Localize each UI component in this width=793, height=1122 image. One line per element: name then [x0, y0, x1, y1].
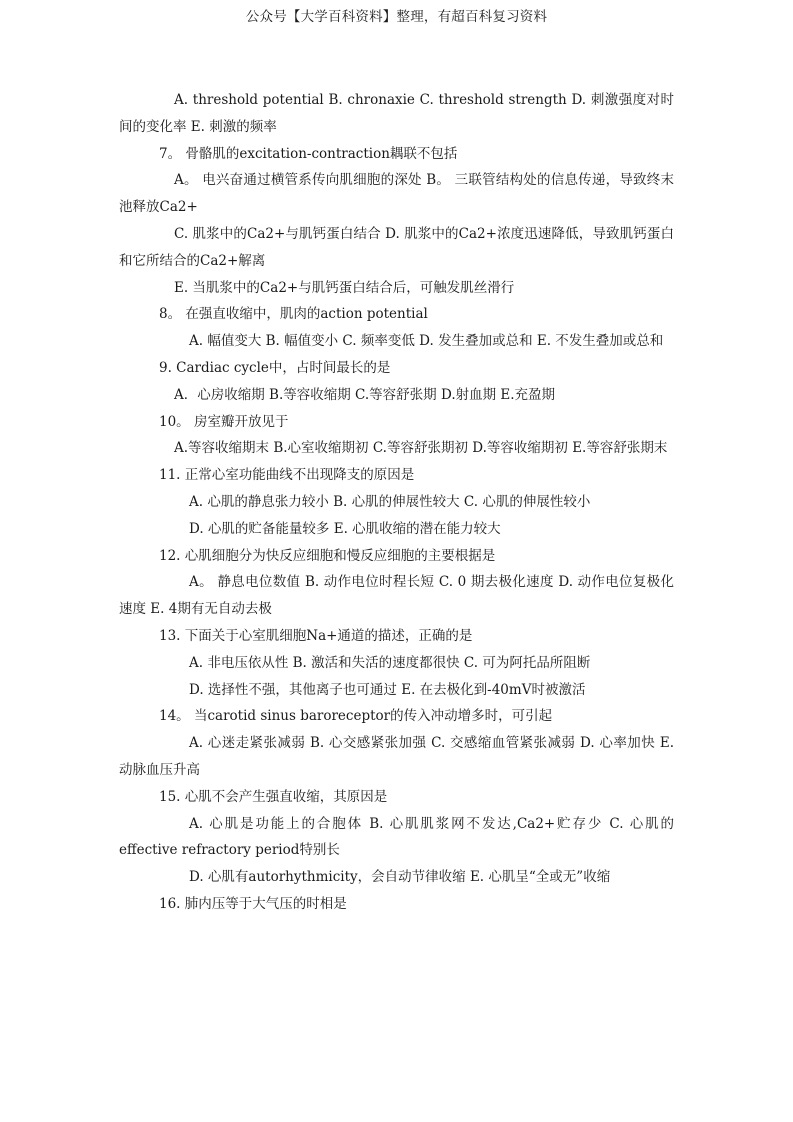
question-12: 12. 心肌细胞分为快反应细胞和慢反应细胞的主要根据是 — [159, 547, 496, 564]
option-line: D. 心肌有autorhythmicity，会自动节律收缩 E. 心肌呈“全或无”收缩 — [189, 869, 611, 886]
question-16: 16. 肺内压等于大气压的时相是 — [159, 895, 347, 912]
option-line: D. 心肌的贮备能量较多 E. 心肌收缩的潜在能力较大 — [189, 520, 501, 537]
option-line: A．心房收缩期 B.等容收缩期 C.等容舒张期 D.射血期 E.充盈期 — [174, 386, 556, 403]
option-line: A. 非电压依从性 B. 激活和失活的速度都很快 C. 可为阿托品所阻断 — [189, 654, 591, 671]
option-line: A. 心迷走紧张减弱 B. 心交感紧张加强 C. 交感缩血管紧张减弱 D. 心率加快 E. 动脉血压升高 — [119, 735, 674, 778]
option-line: E. 当肌浆中的Ca2+与肌钙蛋白结合后，可触发肌丝滑行 — [174, 279, 515, 296]
question-11: 11. 正常心室功能曲线不出现降支的原因是 — [159, 467, 415, 484]
question-10: 10。 房室瓣开放见于 — [159, 413, 289, 430]
option-line: A. threshold potential B. chronaxie C. threshold strength D. 刺激强度对时间的变化率 E. 刺激的频率 — [119, 92, 674, 135]
page-header: 公众号【大学百科资料】整理，有超百科复习资料 — [245, 9, 548, 25]
question-13: 13. 下面关于心室肌细胞Na+通道的描述，正确的是 — [159, 627, 473, 644]
option-line: A. 心肌的静息张力较小 B. 心肌的伸展性较大 C. 心肌的伸展性较小 — [189, 493, 591, 510]
option-line: A. 幅值变大 B. 幅值变小 C. 频率变低 D. 发生叠加或总和 E. 不发生叠加或总和 — [189, 333, 664, 350]
option-line: A.等容收缩期末 B.心室收缩期初 C.等容舒张期初 D.等容收缩期初 E.等容舒张期末 — [174, 440, 668, 457]
question-8: 8。 在强直收缩中，肌肉的action potential — [159, 306, 428, 323]
question-9: 9. Cardiac cycle中，占时间最长的是 — [159, 359, 391, 376]
option-line: A。 电兴奋通过横管系传向肌细胞的深处 B。 三联管结构处的信息传递，导致终末池释放Ca2+ — [119, 172, 674, 216]
option-line: A. 心肌是功能上的合胞体 B. 心肌肌浆网不发达,Ca2+贮存少 C. 心肌的effective refractory period特别长 — [119, 815, 674, 859]
document-body — [119, 87, 674, 918]
option-line: C. 肌浆中的Ca2+与肌钙蛋白结合 D. 肌浆中的Ca2+浓度迅速降低，导致肌钙蛋白和它所结合的Ca2+解离 — [119, 225, 674, 269]
question-7: 7。 骨骼肌的excitation-contraction耦联不包括 — [159, 145, 458, 162]
option-line: D. 选择性不强，其他离子也可通过 E. 在去极化到-40mV时被激活 — [189, 681, 586, 698]
option-line: A。 静息电位数值 B. 动作电位时程长短 C. 0 期去极化速度 D. 动作电位复极化速度 E. 4期有无自动去极 — [119, 574, 674, 618]
question-14: 14。 当carotid sinus baroreceptor的传入冲动增多时，可引起 — [159, 708, 553, 725]
question-15: 15. 心肌不会产生强直收缩，其原因是 — [159, 788, 388, 805]
